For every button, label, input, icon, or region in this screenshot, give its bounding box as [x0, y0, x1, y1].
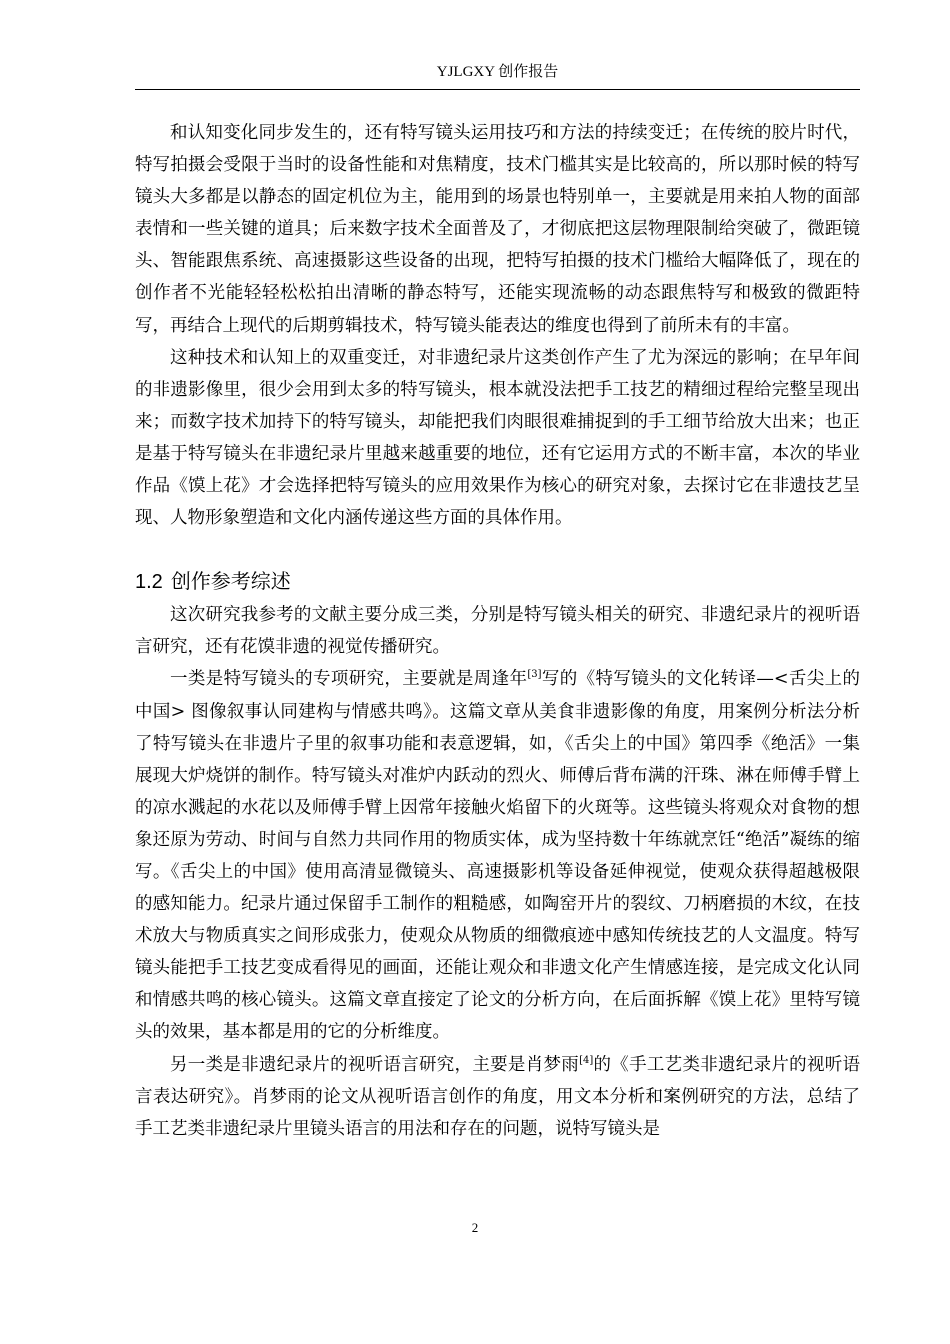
paragraph-5 [135, 1049, 860, 1145]
running-header: YJLGXY 创作报告 [436, 64, 559, 80]
paragraph-4-text-b: 写的《特写镜头的文化转译—<舌尖上的中国> 图像叙事认同建构与情感共鸣》。这篇文章从美食非遗影像的角度，用案例分析法分析了特写镜头在非遗片子里的叙事功能和表意逻辑，如，《舌尖上的中国》第四季《绝活》一集展现大炉烧饼的制作。特写镜头对准炉内跃动的烈火、师傅后背布满的汗珠、淋在师傅手臂上的凉水溅起的水花以及师傅手臂上因常年接触火焰留下的火斑等。这些镜头将观众对食物的想象还原为劳动、时间与自然力共同作用的物质实体，成为坚持数十年练就烹饪“绝活”凝练的缩写。《舌尖上的中国》使用高清显微镜头、高速摄影机等设备延伸视觉，使观众获得超越极限的感知能力。纪录片通过保留手工制作的粗糙感，如陶窑开片的裂纹、刀柄磨损的木纹，在技术放大与物质真实之间形成张力，使观众从物质的细微痕迹中感知传统技艺的人文温度。特写镜头能把手工技艺变成看得见的画面，还能让观众和非遗文化产生情感连接，是完成文化认同和情感共鸣的核心镜头。这篇文章直接定了论文的分析方向，在后面拆解《馍上花》里特写镜头的效果，基本都是用的它的分析维度。 [135, 669, 860, 1043]
page-number: 2 [471, 1220, 479, 1235]
paragraph-2: 这种技术和认知上的双重变迁，对非遗纪录片这类创作产生了尤为深远的影响；在早年间的非遗影像里，很少会用到太多的特写镜头，根本就没法把手工技艺的精细过程给完整呈现出来；而数字技术加持下的特写镜头，却能把我们肉眼很难捕捉到的手工细节给放大出来；也正是基于特写镜头在非遗纪录片里越来越重要的地位，还有它运用方式的不断丰富，本次的毕业作品《馍上花》才会选择把特写镜头的应用效果作为核心的研究对象，去探讨它在非遗技艺呈现、人物形象塑造和文化内涵传递这些方面的具体作用。 [135, 347, 860, 529]
citation-3: [3] [527, 669, 542, 681]
header-rule [135, 89, 860, 90]
paragraph-4-text-a: 一类是特写镜头的专项研究，主要就是周逢年 [170, 669, 528, 690]
document-body [135, 117, 860, 1145]
section-heading [135, 567, 860, 596]
section-title: 创作参考综述 [170, 569, 291, 594]
paragraph-1: 和认知变化同步发生的，还有特写镜头运用技巧和方法的持续变迁；在传统的胶片时代，特写拍摄会受限于当时的设备性能和对焦精度，技术门槛其实是比较高的，所以那时候的特写镜头大多都是以静态的固定机位为主，能用到的场景也特别单一，主要就是用来拍人物的面部表情和一些关键的道具；后来数字技术全面普及了，才彻底把这层物理限制给突破了，微距镜头、智能跟焦系统、高速摄影这些设备的出现，把特写拍摄的技术门槛给大幅降低了，现在的创作者不光能轻轻松松拍出清晰的静态特写，还能实现流畅的动态跟焦特写和极致的微距特写，再结合上现代的后期剪辑技术，特写镜头能表达的维度也得到了前所未有的丰富。 [135, 123, 860, 336]
paragraph-5-text-a: 另一类是非遗纪录片的视听语言研究，主要是肖梦雨 [170, 1054, 580, 1075]
section-number: 1.2 [135, 571, 163, 594]
citation-4: [4] [579, 1054, 594, 1066]
paragraph-3: 这次研究我参考的文献主要分成三类，分别是特写镜头相关的研究、非遗纪录片的视听语言研究，还有花馍非遗的视觉传播研究。 [135, 605, 860, 658]
paragraph-4 [135, 663, 860, 1048]
paragraph-5-text-b: 的《手工艺类非遗纪录片的视听语言表达研究》。肖梦雨的论文从视听语言创作的角度，用文本分析和案例研究的方法，总结了手工艺类非遗纪录片里镜头语言的用法和存在的问题，说特写镜头是 [135, 1054, 861, 1139]
